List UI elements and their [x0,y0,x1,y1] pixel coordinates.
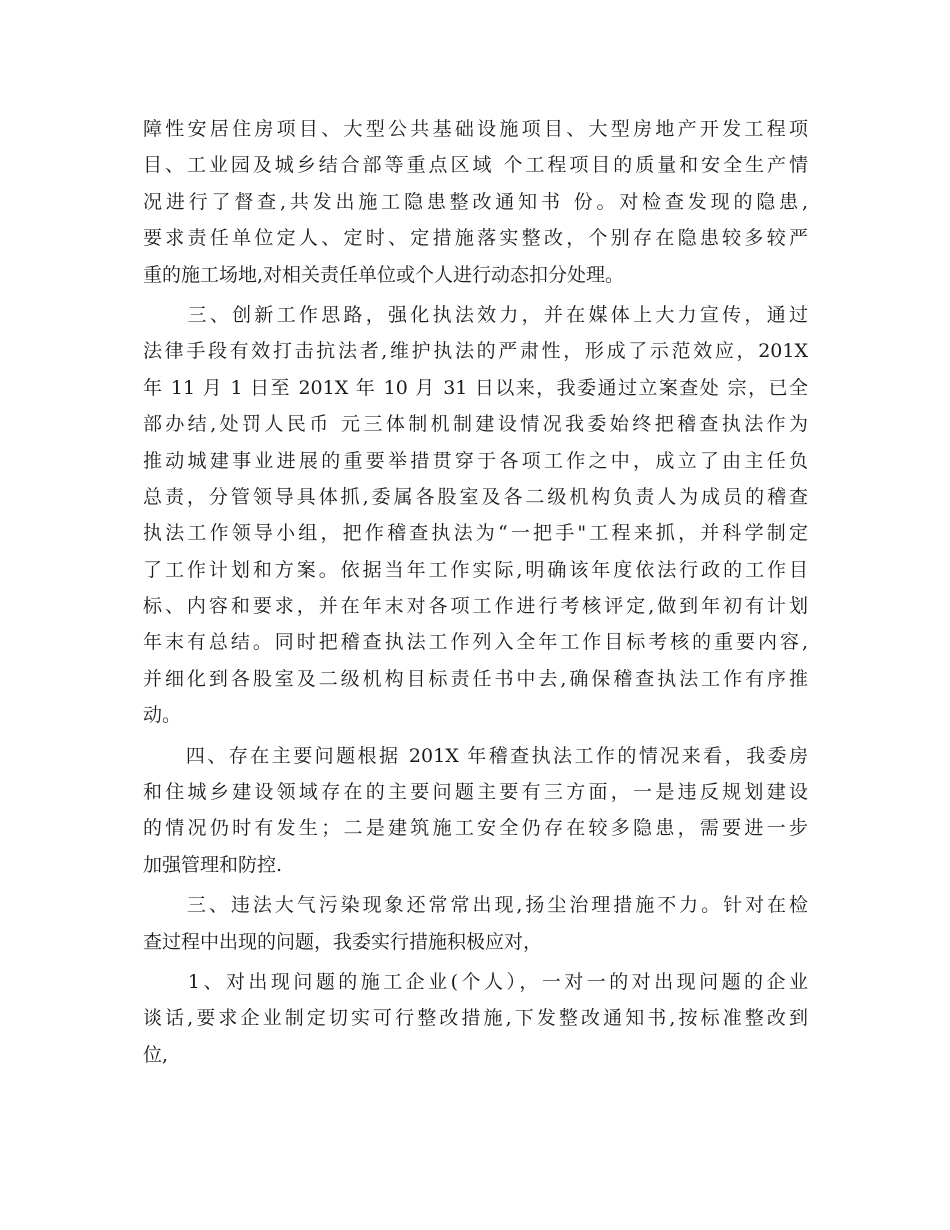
text-line: 执法工作领导小组，把作稽查执法为“一把手"工程来抓，并科学制定 [143,522,808,545]
text-line: 要求责任单位定人、定时、定措施落实整改，个别存在隐患较多较严 [143,227,808,250]
text-line: 总责，分管领导具体抓,委属各股室及各二级机构负责人为成员的稽查 [143,485,808,508]
text-line: 推动城建事业进展的重要举措贯穿于各项工作之中，成立了由主任负 [143,449,808,472]
text-line: 的情况仍时有发生；二是建筑施工安全仍存在较多隐患，需要进一步 [143,817,808,840]
text-line: 法律手段有效打击抗法者,维护执法的严肃性，形成了示范效应，201X [143,340,808,363]
text-line: 并细化到各股室及二级机构目标责任书中去,确保稽查执法工作有序推 [143,667,808,690]
text-line: 位, [143,1043,169,1066]
text-line: 加强管理和防控. [143,853,283,876]
text-line: 重的施工场地,对相关责任单位或个人进行动态扣分处理。 [143,263,625,286]
text-line: 年 11 月 1 日至 201X 年 10 月 31 日以来，我委通过立案查处 宗，已全 [143,376,808,399]
text-line: 部办结,处罚人民币 元三体制机制建设情况我委始终把稽查执法作为 [143,413,808,436]
text-line: 1、对出现问题的施工企业(个人），一对一的对出现问题的企业 [143,970,808,993]
text-line: 三、违法大气污染现象还常常出现,扬尘治理措施不力。针对在检 [143,894,808,917]
text-line: 年末有总结。同时把稽查执法工作列入全年工作目标考核的重要内容, [143,631,808,654]
text-line: 四、存在主要问题根据 201X 年稽查执法工作的情况来看，我委房 [143,744,808,767]
text-line: 三、创新工作思路，强化执法效力，并在媒体上大力宣传，通过 [143,303,808,326]
text-line: 动。 [143,704,182,727]
text-line: 目、工业园及城乡结合部等重点区域 个工程项目的质量和安全生产情 [143,154,808,177]
text-line: 标、内容和要求，并在年末对各项工作进行考核评定,做到年初有计划 [143,595,808,618]
text-line: 谈话,要求企业制定切实可行整改措施,下发整改通知书,按标准整改到 [143,1007,808,1030]
text-line: 况进行了督查,共发出施工隐患整改通知书 份。对检查发现的隐患, [143,190,808,213]
text-line: 了工作计划和方案。依据当年工作实际,明确该年度依法行政的工作目 [143,558,808,581]
text-line: 障性安居住房项目、大型公共基础设施项目、大型房地产开发工程项 [143,118,808,140]
text-line: 和住城乡建设领域存在的主要问题主要有三方面，一是违反规划建设 [143,781,808,804]
text-line: 查过程中出现的问题，我委实行措施积极应对， [143,930,543,953]
document-body [143,111,808,1073]
